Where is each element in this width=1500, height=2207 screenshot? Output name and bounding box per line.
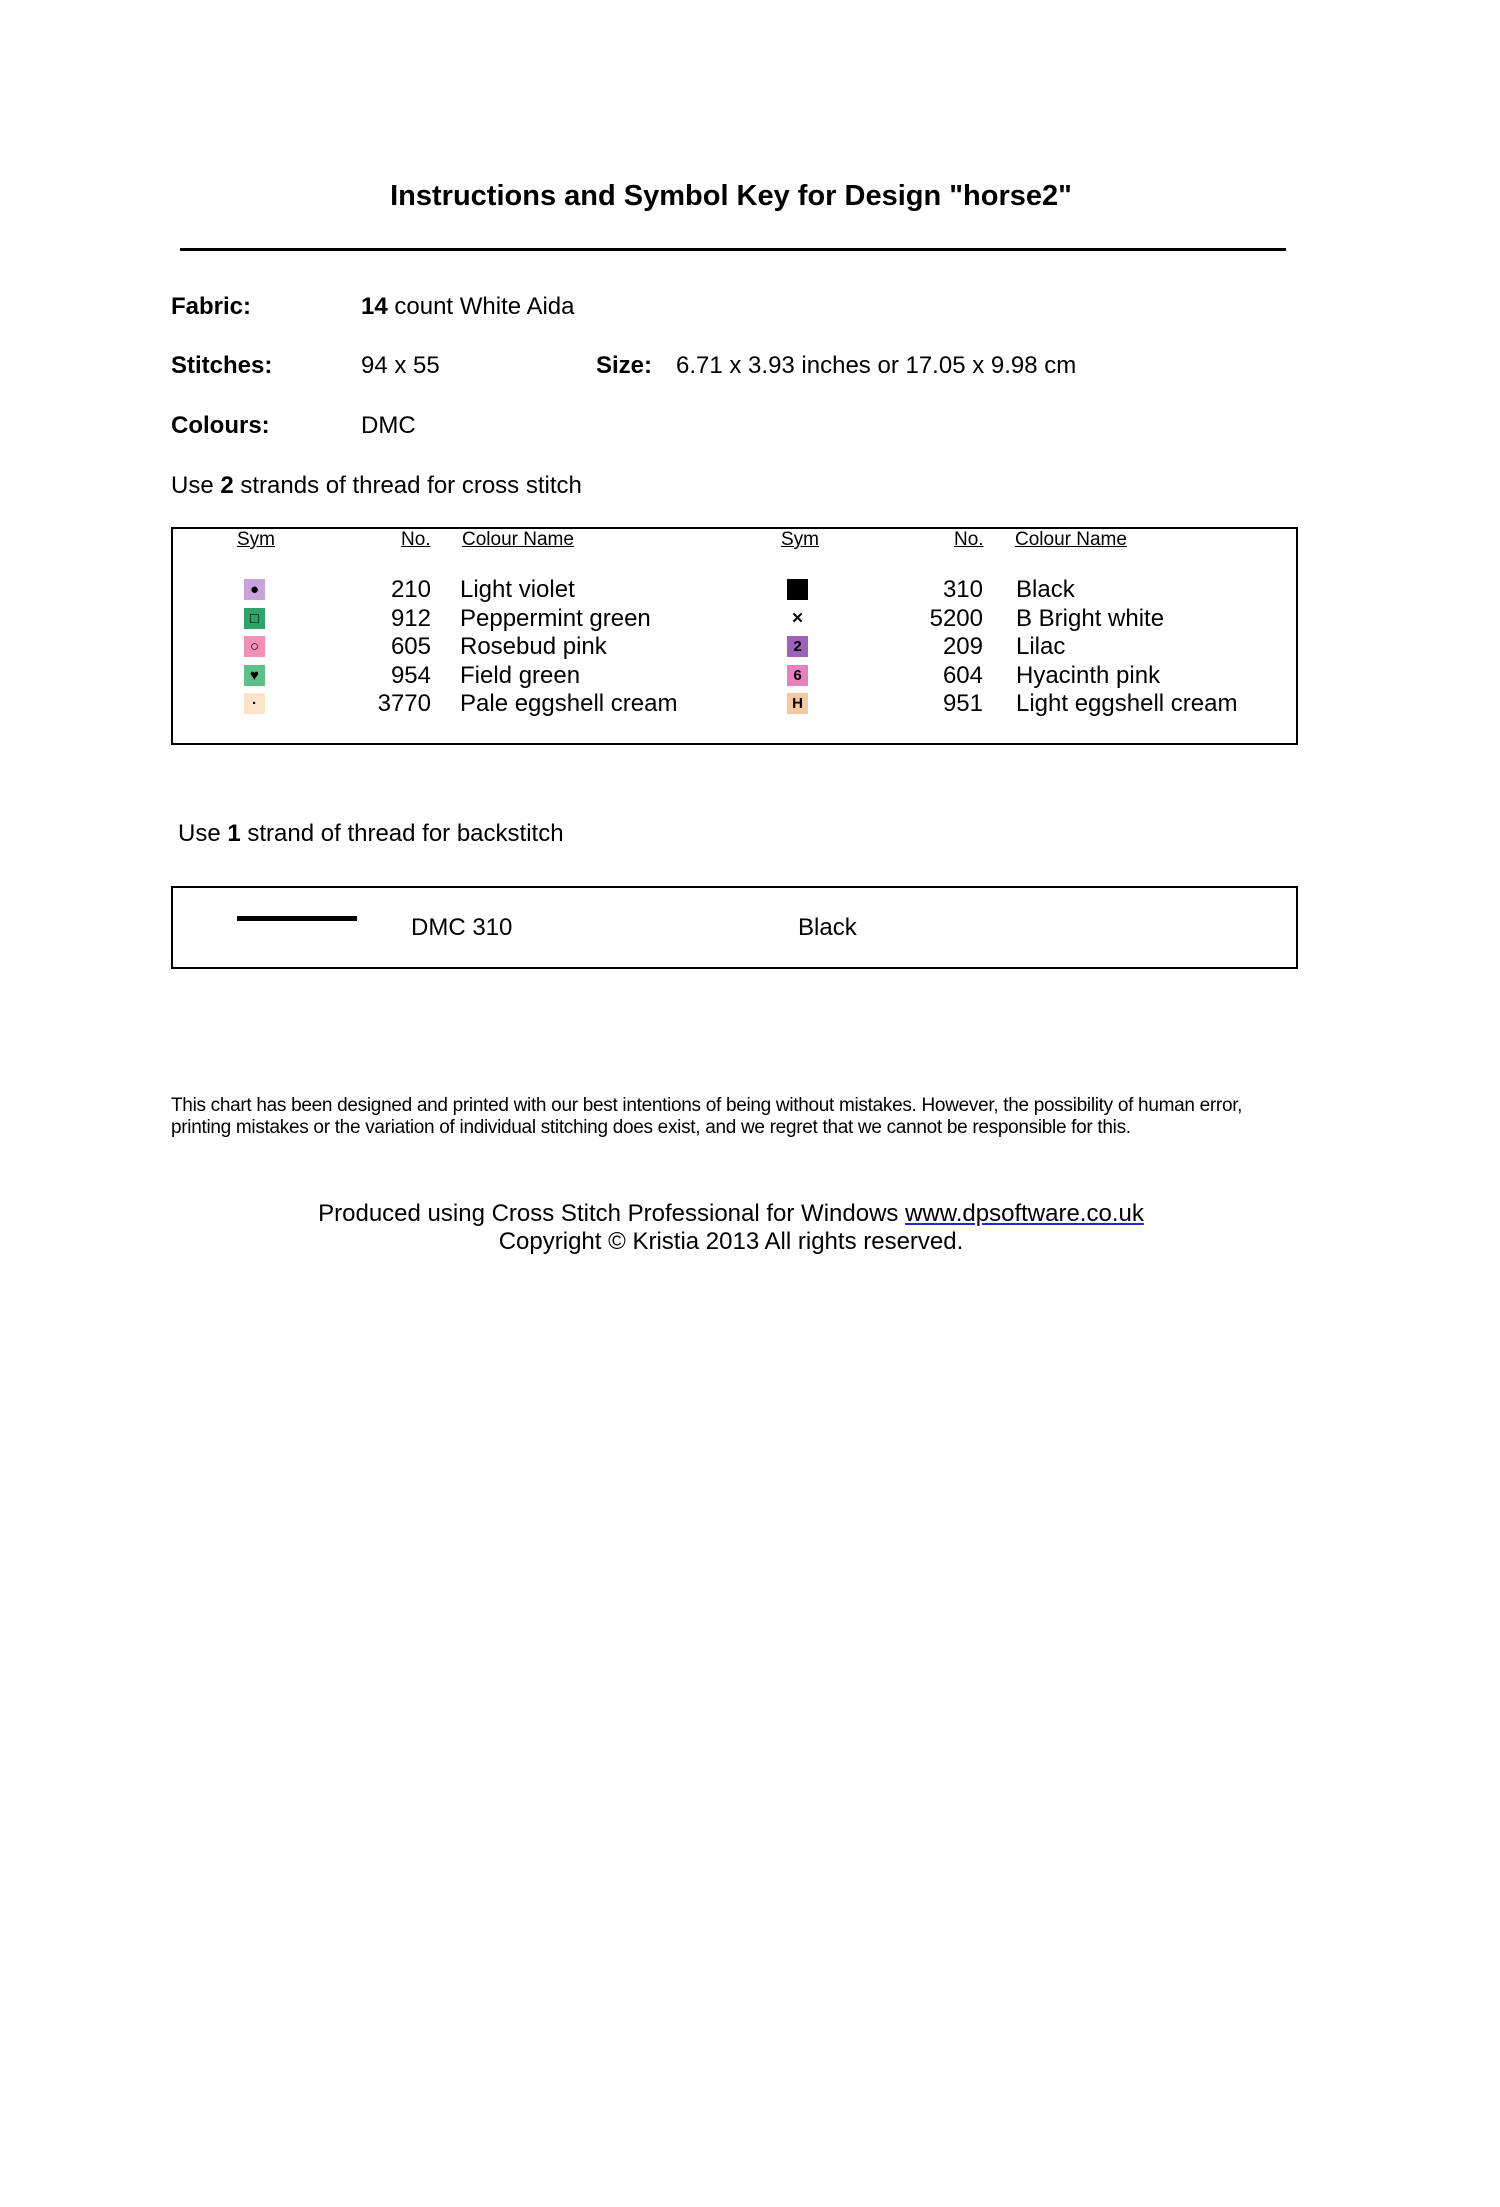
dpsoftware-link[interactable]: www.dpsoftware.co.uk [905,1200,1144,1227]
footer-copyright: Copyright © Kristia 2013 All rights reserved. [498,1228,964,1255]
fabric-label: Fabric: [171,293,252,320]
number-2-icon: 2 [787,636,808,657]
cross-stitch-instruction [171,472,582,500]
thread-number: 605 [390,633,431,660]
disclaimer-line-1: This chart has been designed and printed with our best intentions of being without mistakes. However, the possibility of human error, [171,1095,1243,1116]
back-strands: 1 [227,820,241,847]
dot-icon: · [244,693,265,714]
header-no-right: No. [954,529,984,550]
backstitch-code: DMC 310 [411,914,513,941]
thread-number: 310 [942,576,983,603]
thread-colour-name: Light eggshell cream [1016,690,1238,717]
thread-colour-name: Peppermint green [460,604,651,632]
colours-value: DMC [361,412,416,439]
heart-icon: ♥ [244,665,265,686]
thread-number: 912 [390,604,431,632]
thread-number: 3770 [377,690,431,717]
thread-number: 954 [390,661,431,689]
thread-colour-name: Pale eggshell cream [460,690,678,717]
square-outline-icon: □ [244,608,265,629]
backstitch-instruction [178,820,564,848]
thread-colour-name: B Bright white [1016,604,1165,632]
circle-outline-icon: ○ [244,636,265,657]
thread-colour-name: Light violet [460,576,575,603]
letter-h-icon: H [787,693,808,714]
stitches-value: 94 x 55 [361,352,440,379]
backstitch-table [171,886,1298,969]
thread-number: 5200 [929,604,983,632]
thread-colour-name: Hyacinth pink [1016,661,1161,689]
header-name-left: Colour Name [462,529,574,550]
thread-number: 209 [942,633,983,660]
filled-square-icon: ■ [787,579,808,600]
cross-post: strands of thread for cross stitch [233,472,582,499]
fabric-value [361,293,574,321]
disclaimer-line-2: printing mistakes or the variation of individual stitching does exist, and we regret that we cannot be responsible for this. [171,1117,1131,1138]
back-post: strand of thread for backstitch [240,820,564,847]
footer-produced-text: Produced using Cross Stitch Professional for Windows [318,1200,906,1227]
backstitch-colour-name: Black [798,914,857,941]
header-name-right: Colour Name [1015,529,1127,550]
thread-row [173,662,1293,690]
thread-row [173,633,1293,661]
size-value: 6.71 x 3.93 inches or 17.05 x 9.98 cm [676,352,1077,379]
back-pre: Use [178,820,228,847]
size-label: Size: [596,352,653,379]
thread-number: 604 [942,661,983,689]
cross-pre: Use [171,472,221,499]
thread-colour-name: Black [1016,576,1075,603]
backstitch-line-sample [237,916,357,921]
thread-row [173,605,1293,633]
thread-row [173,690,1293,718]
stitches-label: Stitches: [171,352,273,379]
cross-icon: ✕ [791,609,804,627]
title-divider [180,248,1286,251]
filled-circle-icon: ● [244,579,265,600]
symbol-key-table [171,527,1298,745]
thread-row [173,576,1293,604]
header-no-left: No. [401,529,431,550]
thread-number: 951 [942,690,983,717]
page-title: Instructions and Symbol Key for Design "horse2" [390,180,1072,212]
cross-strands: 2 [220,472,234,499]
header-sym-right: Sym [781,529,819,550]
thread-number: 210 [390,576,431,603]
colours-label: Colours: [171,412,270,439]
thread-colour-name: Field green [460,661,581,689]
fabric-count: 14 [361,293,388,320]
footer-produced [0,1200,1462,1228]
disclaimer [171,1095,1311,1139]
fabric-text: count White Aida [387,293,575,320]
header-sym-left: Sym [237,529,275,550]
thread-colour-name: Rosebud pink [460,633,607,660]
thread-colour-name: Lilac [1016,633,1066,660]
number-6-icon: 6 [787,665,808,686]
